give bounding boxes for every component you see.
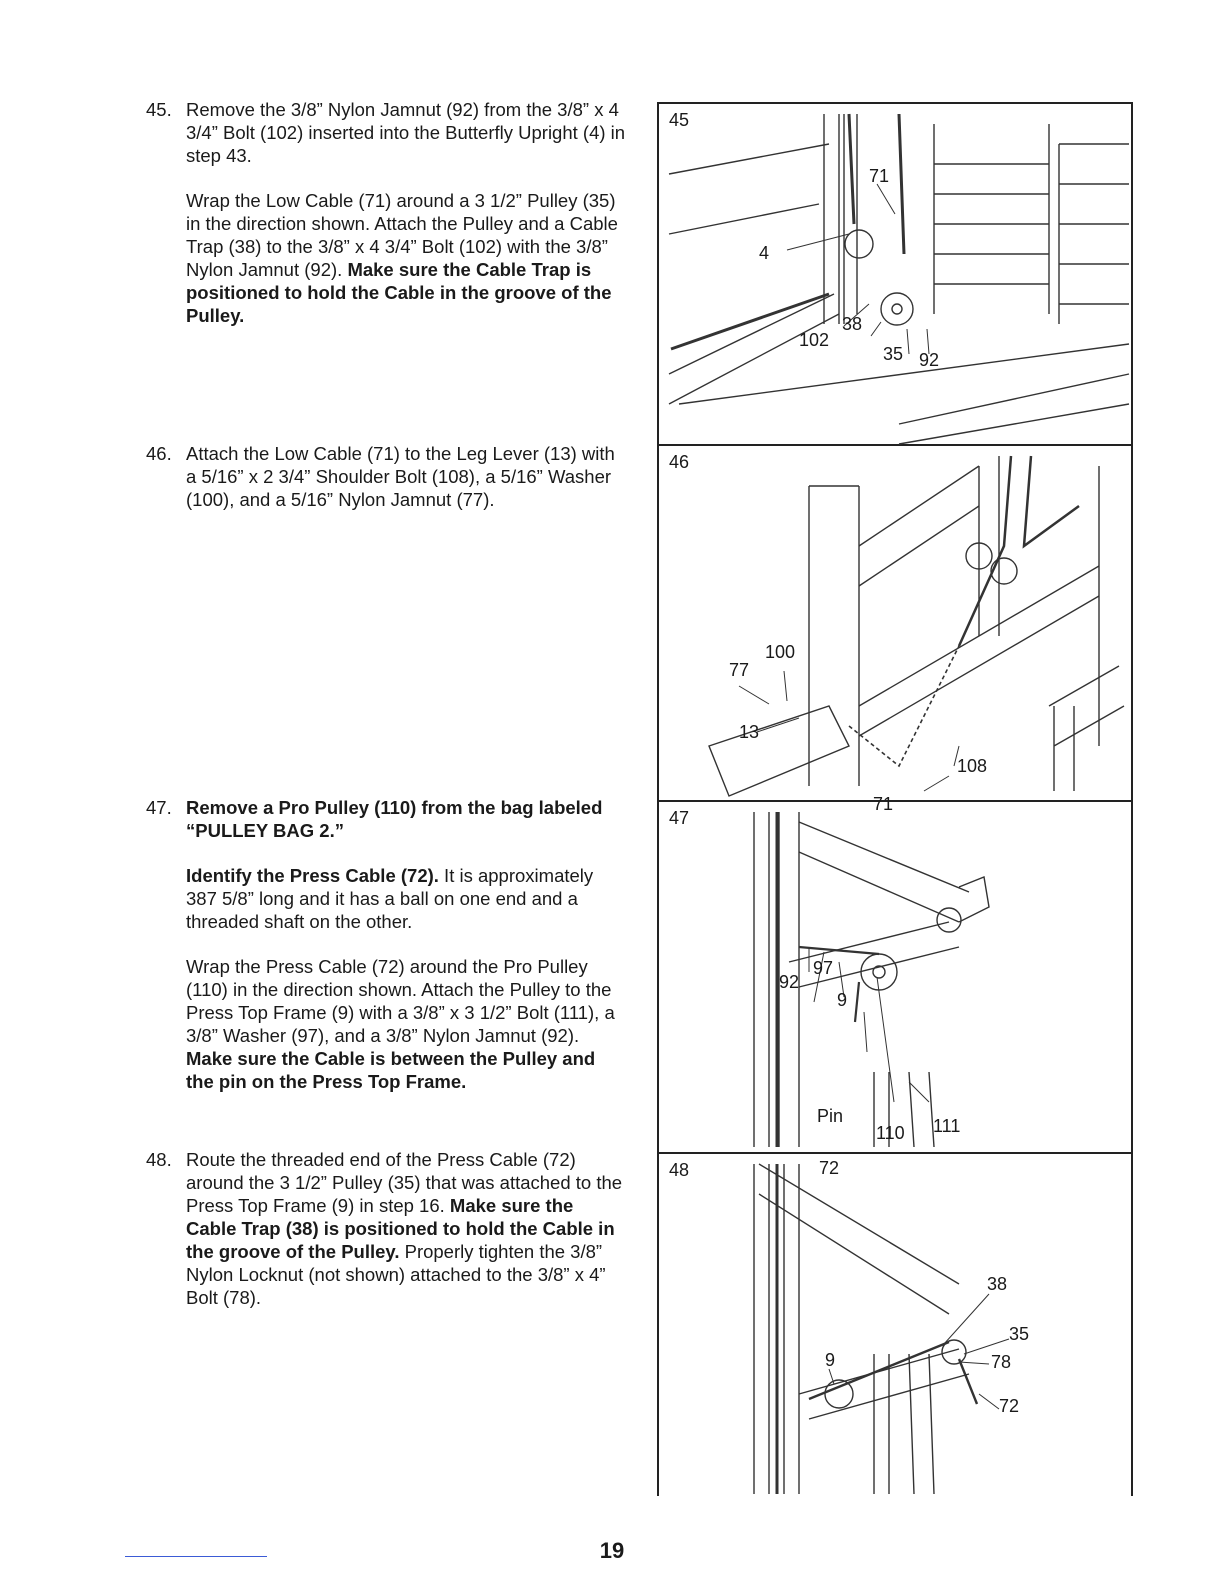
- figures-column: [657, 102, 1133, 1496]
- leader-line: [787, 184, 929, 354]
- figure-48-drawing: [659, 1154, 1131, 1496]
- leader-line: [809, 947, 929, 1102]
- step-paragraph: Remove the 3/8” Nylon Jamnut (92) from the 3/8” x 4 3/4” Bolt (102) inserted into the Butterfly Upright (4) in step 43.: [186, 99, 626, 166]
- step-number: 46.: [146, 443, 172, 464]
- cable: [849, 646, 959, 766]
- pulley: [825, 1380, 853, 1408]
- footer-rule: [125, 1556, 267, 1557]
- step-paragraph: Wrap the Press Cable (72) around the Pro Pulley (110) in the direction shown. Attach the Pulley to the Press Top Frame (9) with a 3/8” x 3 1/2” Bolt (111), a 3/8” Washer (97), and a 3/8” Nylon Jamnut (92). Make sure the Cable is between the Pulley and the pin on the Press Top Frame.: [186, 956, 615, 1092]
- pro-pulley: [861, 954, 897, 990]
- figure-number: 47: [669, 808, 690, 828]
- leader-line: [739, 671, 959, 791]
- frame-rail: [1049, 666, 1124, 791]
- press-top-frame: [799, 822, 989, 922]
- callout-label: Pin: [817, 1106, 844, 1126]
- callout-label: 72: [999, 1396, 1020, 1416]
- step-paragraph: Route the threaded end of the Press Cable (72) around the 3 1/2” Pulley (35) that was attached to the Press Top Frame (9) in step 16. Make sure the Cable Trap (38) is positioned to hold the Cable in the groove of the Pulley. Properly tighten the 3/8” Nylon Locknut (not shown) attached to the 3/8” x 4” Bolt (78).: [186, 1149, 623, 1308]
- step-46: [146, 442, 626, 533]
- pro-pulley-hub: [873, 966, 885, 978]
- figure-47-drawing: [659, 802, 1131, 1152]
- step-paragraph: Identify the Press Cable (72). It is approximately 387 5/8” long and it has a ball on one end and a threaded shaft on the other.: [186, 865, 594, 932]
- weight-stack: [934, 124, 1049, 314]
- figure-number: 45: [669, 110, 690, 130]
- pulley: [881, 293, 913, 325]
- upright: [874, 1072, 934, 1147]
- figure-45-drawing: [659, 104, 1131, 444]
- callout-label: 102: [799, 330, 830, 350]
- step-paragraph: Wrap the Low Cable (71) around a 3 1/2” Pulley (35) in the direction shown. Attach the Pulley and a Cable Trap (38) to the 3/8” x 4 3/4” Bolt (102) with the 3/8” Nylon Jamnut (92). Make sure the Cable Trap is positioned to hold the Cable in the groove of the Pulley.: [186, 190, 618, 326]
- callout-label: 71: [869, 166, 890, 186]
- callout-label: 4: [759, 243, 770, 263]
- cable: [671, 114, 904, 349]
- callout-label: 111: [933, 1116, 961, 1136]
- frame-rail: [669, 144, 839, 404]
- step-paragraph: Attach the Low Cable (71) to the Leg Lever (13) with a 5/16” x 2 3/4” Shoulder Bolt (108), a 5/16” Washer (100), and a 5/16” Nylon Jamnut (77).: [186, 443, 615, 510]
- figure-number: 46: [669, 452, 690, 472]
- step-48: [146, 1148, 626, 1331]
- upright: [824, 114, 857, 324]
- callout-label: 35: [883, 344, 904, 364]
- figure-46: [659, 446, 1131, 814]
- callout-label: 72: [819, 1158, 840, 1178]
- leg-lever: [809, 486, 859, 786]
- step-number: 47.: [146, 797, 172, 818]
- callout-label: 71: [873, 794, 894, 814]
- callout-label: 97: [813, 958, 834, 978]
- callout-label: 9: [825, 1350, 836, 1370]
- step-paragraph: Remove a Pro Pulley (110) from the bag labeled “PULLEY BAG 2.”: [186, 797, 603, 841]
- leader-line: [829, 1294, 1012, 1409]
- pulley: [937, 908, 961, 932]
- callout-label: 108: [957, 756, 988, 776]
- press-top-frame: [759, 1164, 959, 1314]
- pulley: [991, 558, 1017, 584]
- callout-label: 38: [842, 314, 863, 334]
- pulley: [845, 230, 873, 258]
- callout-label: 9: [837, 990, 848, 1010]
- callout-label: 38: [987, 1274, 1008, 1294]
- figure-46-drawing: [659, 446, 1131, 800]
- callout-label: 92: [779, 972, 800, 992]
- callout-label: 92: [919, 350, 940, 370]
- callout-label: 110: [876, 1123, 905, 1143]
- callout-label: 13: [739, 722, 760, 742]
- weight-stack: [1059, 144, 1129, 324]
- figure-48: [659, 1154, 1131, 1496]
- press-arm: [799, 1349, 969, 1419]
- upright: [874, 1354, 934, 1494]
- step-number: 48.: [146, 1149, 172, 1170]
- pulley-hub: [892, 304, 902, 314]
- callout-label: 78: [991, 1352, 1012, 1372]
- figure-45: [659, 104, 1131, 446]
- step-47: [146, 796, 626, 1115]
- base-plate: [709, 706, 849, 796]
- base-frame: [679, 344, 1129, 444]
- figure-number: 48: [669, 1160, 690, 1180]
- step-number: 45.: [146, 99, 172, 120]
- page-number: 19: [599, 1538, 625, 1563]
- step-45: [146, 98, 626, 349]
- callout-label: 77: [729, 660, 750, 680]
- callout-label: 100: [765, 642, 796, 662]
- callout-label: 35: [1009, 1324, 1030, 1344]
